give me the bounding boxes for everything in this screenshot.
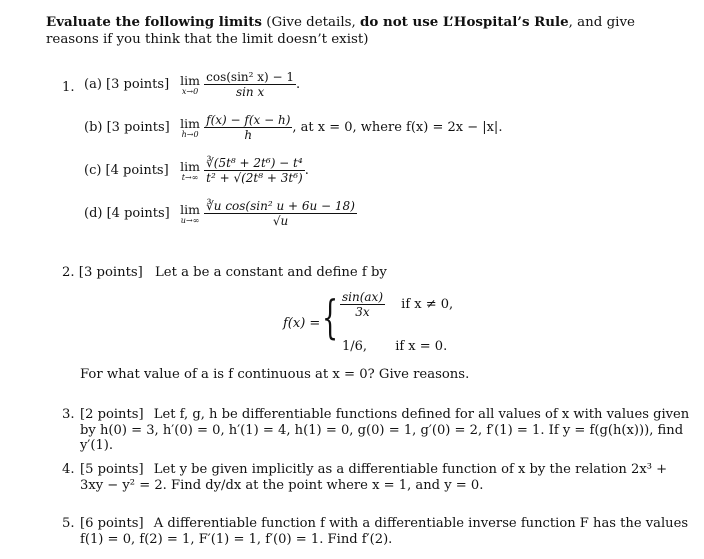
- q3-body: [80, 407, 690, 454]
- q1a: [84, 70, 300, 99]
- q2-case2-cond: if x = 0.: [395, 339, 448, 354]
- q1c-lim-word: lim: [180, 158, 200, 174]
- q1c-numerator: ∛(5t⁸ + 2t⁶) − t⁴: [206, 156, 303, 170]
- q1c-lim-sub: t→∞: [181, 172, 199, 182]
- q1c-fraction: [204, 156, 305, 185]
- q2-question: For what value of a is f continuous at x = 0? Give reasons.: [80, 367, 470, 382]
- q1b: [84, 113, 502, 142]
- instructions-bold: do not use L’Hospital’s Rule: [360, 14, 569, 30]
- q1a-lim-sub: x→0: [181, 86, 199, 96]
- q1-number: 1.: [62, 80, 75, 95]
- q4-number: 4.: [62, 462, 75, 477]
- q4-body: [80, 462, 690, 493]
- q1d-fraction: [204, 199, 357, 228]
- q1c-tail: .: [304, 163, 309, 178]
- q3-number: 3.: [62, 407, 75, 422]
- q1a-numerator: cos(sin² x) − 1: [206, 70, 295, 84]
- q1d-numerator: ∛u cos(sin² u + 6u − 18): [206, 199, 355, 213]
- q1d-lim-sub: u→∞: [180, 215, 200, 225]
- q1b-label: (b) [3 points]: [84, 120, 170, 135]
- q2-case1-num: sin(ax): [342, 290, 384, 304]
- q1c-denominator: t² + √(2t⁸ + 3t⁶): [206, 171, 303, 185]
- q1b-denominator: h: [244, 128, 253, 142]
- q5-number: 5.: [62, 516, 75, 531]
- q5-points: [6 points]: [80, 516, 144, 531]
- q1d-denominator: √u: [272, 214, 289, 228]
- q1b-lim-sub: h→0: [181, 129, 199, 139]
- q2-case1-cond: if x ≠ 0,: [401, 297, 454, 312]
- q2-case1-den: 3x: [355, 305, 370, 319]
- q5-body: [80, 516, 690, 547]
- q1d: [84, 199, 357, 228]
- q2-fx: f(x) =: [283, 316, 321, 331]
- q1c: [84, 156, 309, 185]
- q1a-tail: .: [296, 77, 301, 92]
- q1c-label: (c) [4 points]: [84, 163, 169, 178]
- q2-brace: {: [322, 290, 339, 344]
- q2-case1: [340, 290, 453, 319]
- instructions-part2: , and give reasons if you think that the limit doesn’t exist): [46, 15, 635, 47]
- q3-text: Let f, g, h be differentiable functions defined for all values of x with values given by h(0) = 3, h′(0) = 0, h′(1) = 4, h(1) = 0, g(0) = 1, g′(0) = 2, f′(1) = 1. If y = f(g(h(x))), find y′(1).: [80, 407, 690, 453]
- q2-case2: [342, 339, 447, 354]
- q1a-lim-word: lim: [180, 72, 200, 88]
- q5-text: A differentiable function f with a differentiable inverse function F has the values f(1) = 0, f(2) = 1, F′(1) = 1, f′(0) = 1. Find f′(2).: [80, 516, 689, 547]
- q1a-denominator: sin x: [235, 85, 265, 99]
- q1b-fraction: [204, 113, 292, 142]
- q1a-label: (a) [3 points]: [84, 77, 170, 92]
- q2-case1-fraction: [340, 290, 385, 319]
- q2-points: [3 points]: [78, 265, 143, 280]
- q1b-lim-word: lim: [180, 115, 200, 131]
- q4-points: [5 points]: [80, 462, 144, 477]
- q4-text: Let y be given implicitly as a differentiable function of x by the relation 2x³ + 3xy − y² = 2. Find dy/dx at the point where x = 1, and y = 0.: [80, 462, 668, 493]
- q1a-lim: [180, 74, 200, 96]
- instructions-part1: (Give details,: [261, 15, 360, 30]
- q2-case2-val: 1/6,: [342, 339, 368, 354]
- q1d-lim-word: lim: [180, 201, 200, 217]
- q2-text: Let a be a constant and define f by: [155, 265, 387, 280]
- q2-number: 2.: [62, 265, 75, 280]
- q1d-label: (d) [4 points]: [84, 206, 170, 221]
- instructions-lead: Evaluate the following limits: [46, 14, 262, 30]
- q3-points: [2 points]: [80, 407, 144, 422]
- q1b-tail: , at x = 0, where f(x) = 2x − |x|.: [292, 120, 503, 135]
- instructions: [46, 14, 686, 48]
- q1b-lim: [180, 117, 200, 139]
- q1b-numerator: f(x) − f(x − h): [206, 113, 291, 127]
- q1a-fraction: [204, 70, 296, 99]
- q1d-lim: [180, 203, 200, 225]
- q1c-lim: [180, 160, 200, 182]
- q2-header: [62, 265, 387, 280]
